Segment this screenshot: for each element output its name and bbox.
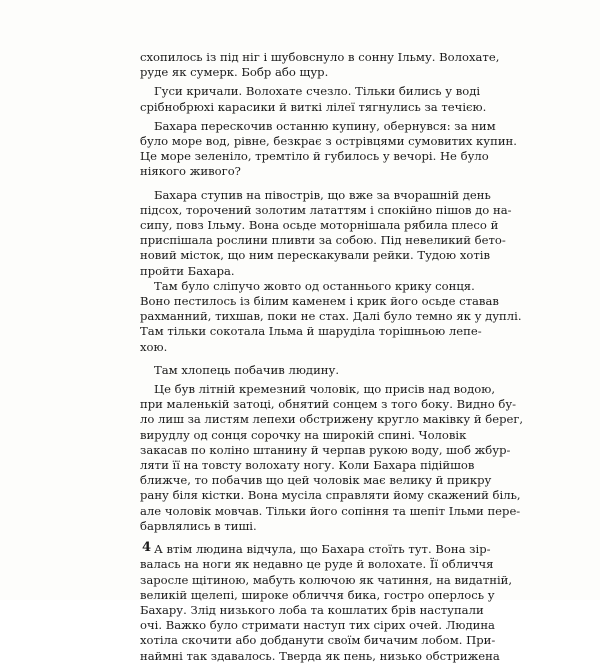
text-line: заросле щітиною, мабуть колючою як чатиння, на видатній, [140, 572, 513, 587]
page-number: 4 [142, 540, 152, 555]
paragraph-4 [140, 187, 512, 279]
paragraph-8 [140, 542, 513, 664]
text-line: А втім людина відчула, що Бахара стоїть тут. Вона зір- [154, 542, 491, 557]
text-line: Бахара ступив на півострів, що вже за вчорашній день [154, 187, 491, 202]
text-line: схопилось із під ніг і шубовснуло в сонну Ільму. Волохате, [140, 50, 500, 64]
text-line: пройти Бахара. [140, 263, 235, 278]
text-line: ближче, то побачив що цей чоловік має велику й прикру [140, 473, 492, 488]
text-line: срібнобрюхі карасики й виткі лілеї тягнулись за течією. [140, 99, 487, 114]
text-line: Воно пестилось із білим каменем і крик його осьде ставав [140, 294, 499, 309]
text-line: Там було сліпучо жовто од останнього крику сонця. [154, 278, 475, 293]
text-line: ніякого живого? [140, 164, 241, 179]
text-line: ло лиш за листям лепехи обстрижену кругло маківку й берег, [140, 412, 524, 427]
paragraph-3 [140, 118, 517, 180]
text-line: великій щелепі, широке обличчя бика, гостро оперлось у [140, 587, 495, 602]
paragraph-6 [140, 363, 466, 378]
text-line: хотіла скочити або добданути своїм бичачим лобом. При- [140, 633, 496, 648]
body-text [140, 50, 524, 664]
text-line: Це був літній кремезний чоловік, що присів над водою, [154, 382, 496, 397]
text-line: очі. Важко було стримати наступ тих сірих очей. Людина [140, 618, 495, 633]
paragraph-7 [140, 382, 524, 534]
text-line: було море вод, рівне, безкрає з острівцями сумовитих купин. [140, 134, 517, 149]
text-line: при маленькій затоці, обнятий сонцем з того боку. Видно бу- [140, 397, 517, 412]
text-line: Бахару. Злід низького лоба та кошлатих брів наступали [140, 602, 484, 617]
text-line: Там хлопець побачив людину. [154, 362, 340, 377]
text-line: руде як сумерк. Бобр або щур. [140, 65, 329, 80]
text-line: валась на ноги як недавно це руде й волохате. Її обличчя [140, 557, 494, 572]
text-line: новий місток, що ним перескакували рейки. Тудою хотів [140, 248, 490, 263]
text-line: закасав по коліно штанину й черпав рукою воду, шоб жбур- [140, 442, 511, 457]
paragraph-5 [140, 278, 522, 355]
paragraph-1 [140, 50, 500, 80]
text-line: приспішала рослини пливти за собою. Під невеликий бето- [140, 233, 506, 248]
text-line: наймні так здавалось. Тверда як пень, низько обстрижена [140, 648, 500, 663]
text-line: Там тільки сокотала Ільма й шаруділа торішньою лепе- [140, 324, 482, 339]
paragraph-2 [140, 84, 487, 114]
text-line: ляти її на товсту волохату ногу. Коли Бахара підійшов [140, 458, 475, 473]
text-line: рахманний, тихшав, поки не стах. Далі було темно як у дуплі. [140, 309, 522, 324]
text-line: рану біля кістки. Вона мусіла справляти йому скажений біль, [140, 488, 521, 503]
text-line: Гуси кричали. Волохате счезло. Тільки бились у воді [154, 84, 481, 99]
text-line: Бахара перескочив останню купину, обернувся: за ним [154, 118, 496, 133]
text-line: сипу, повз Ільму. Вона осьде моторнішала рябила плесо й [140, 218, 499, 233]
text-line: підсох, торочений золотим лататтям і спокійно пішов до на- [140, 202, 512, 217]
text-line: Це море зеленіло, тремтіло й губилось у вечорі. Не було [140, 149, 489, 164]
text-line: хою. [140, 339, 168, 354]
text-line: вирудлу од сонця сорочку на широкій спині. Чоловік [140, 427, 467, 442]
text-line: але чоловік мовчав. Тільки його сопіння та шепіт Ільми пере- [140, 503, 521, 518]
text-line: барвлялись в тиші. [140, 518, 257, 533]
